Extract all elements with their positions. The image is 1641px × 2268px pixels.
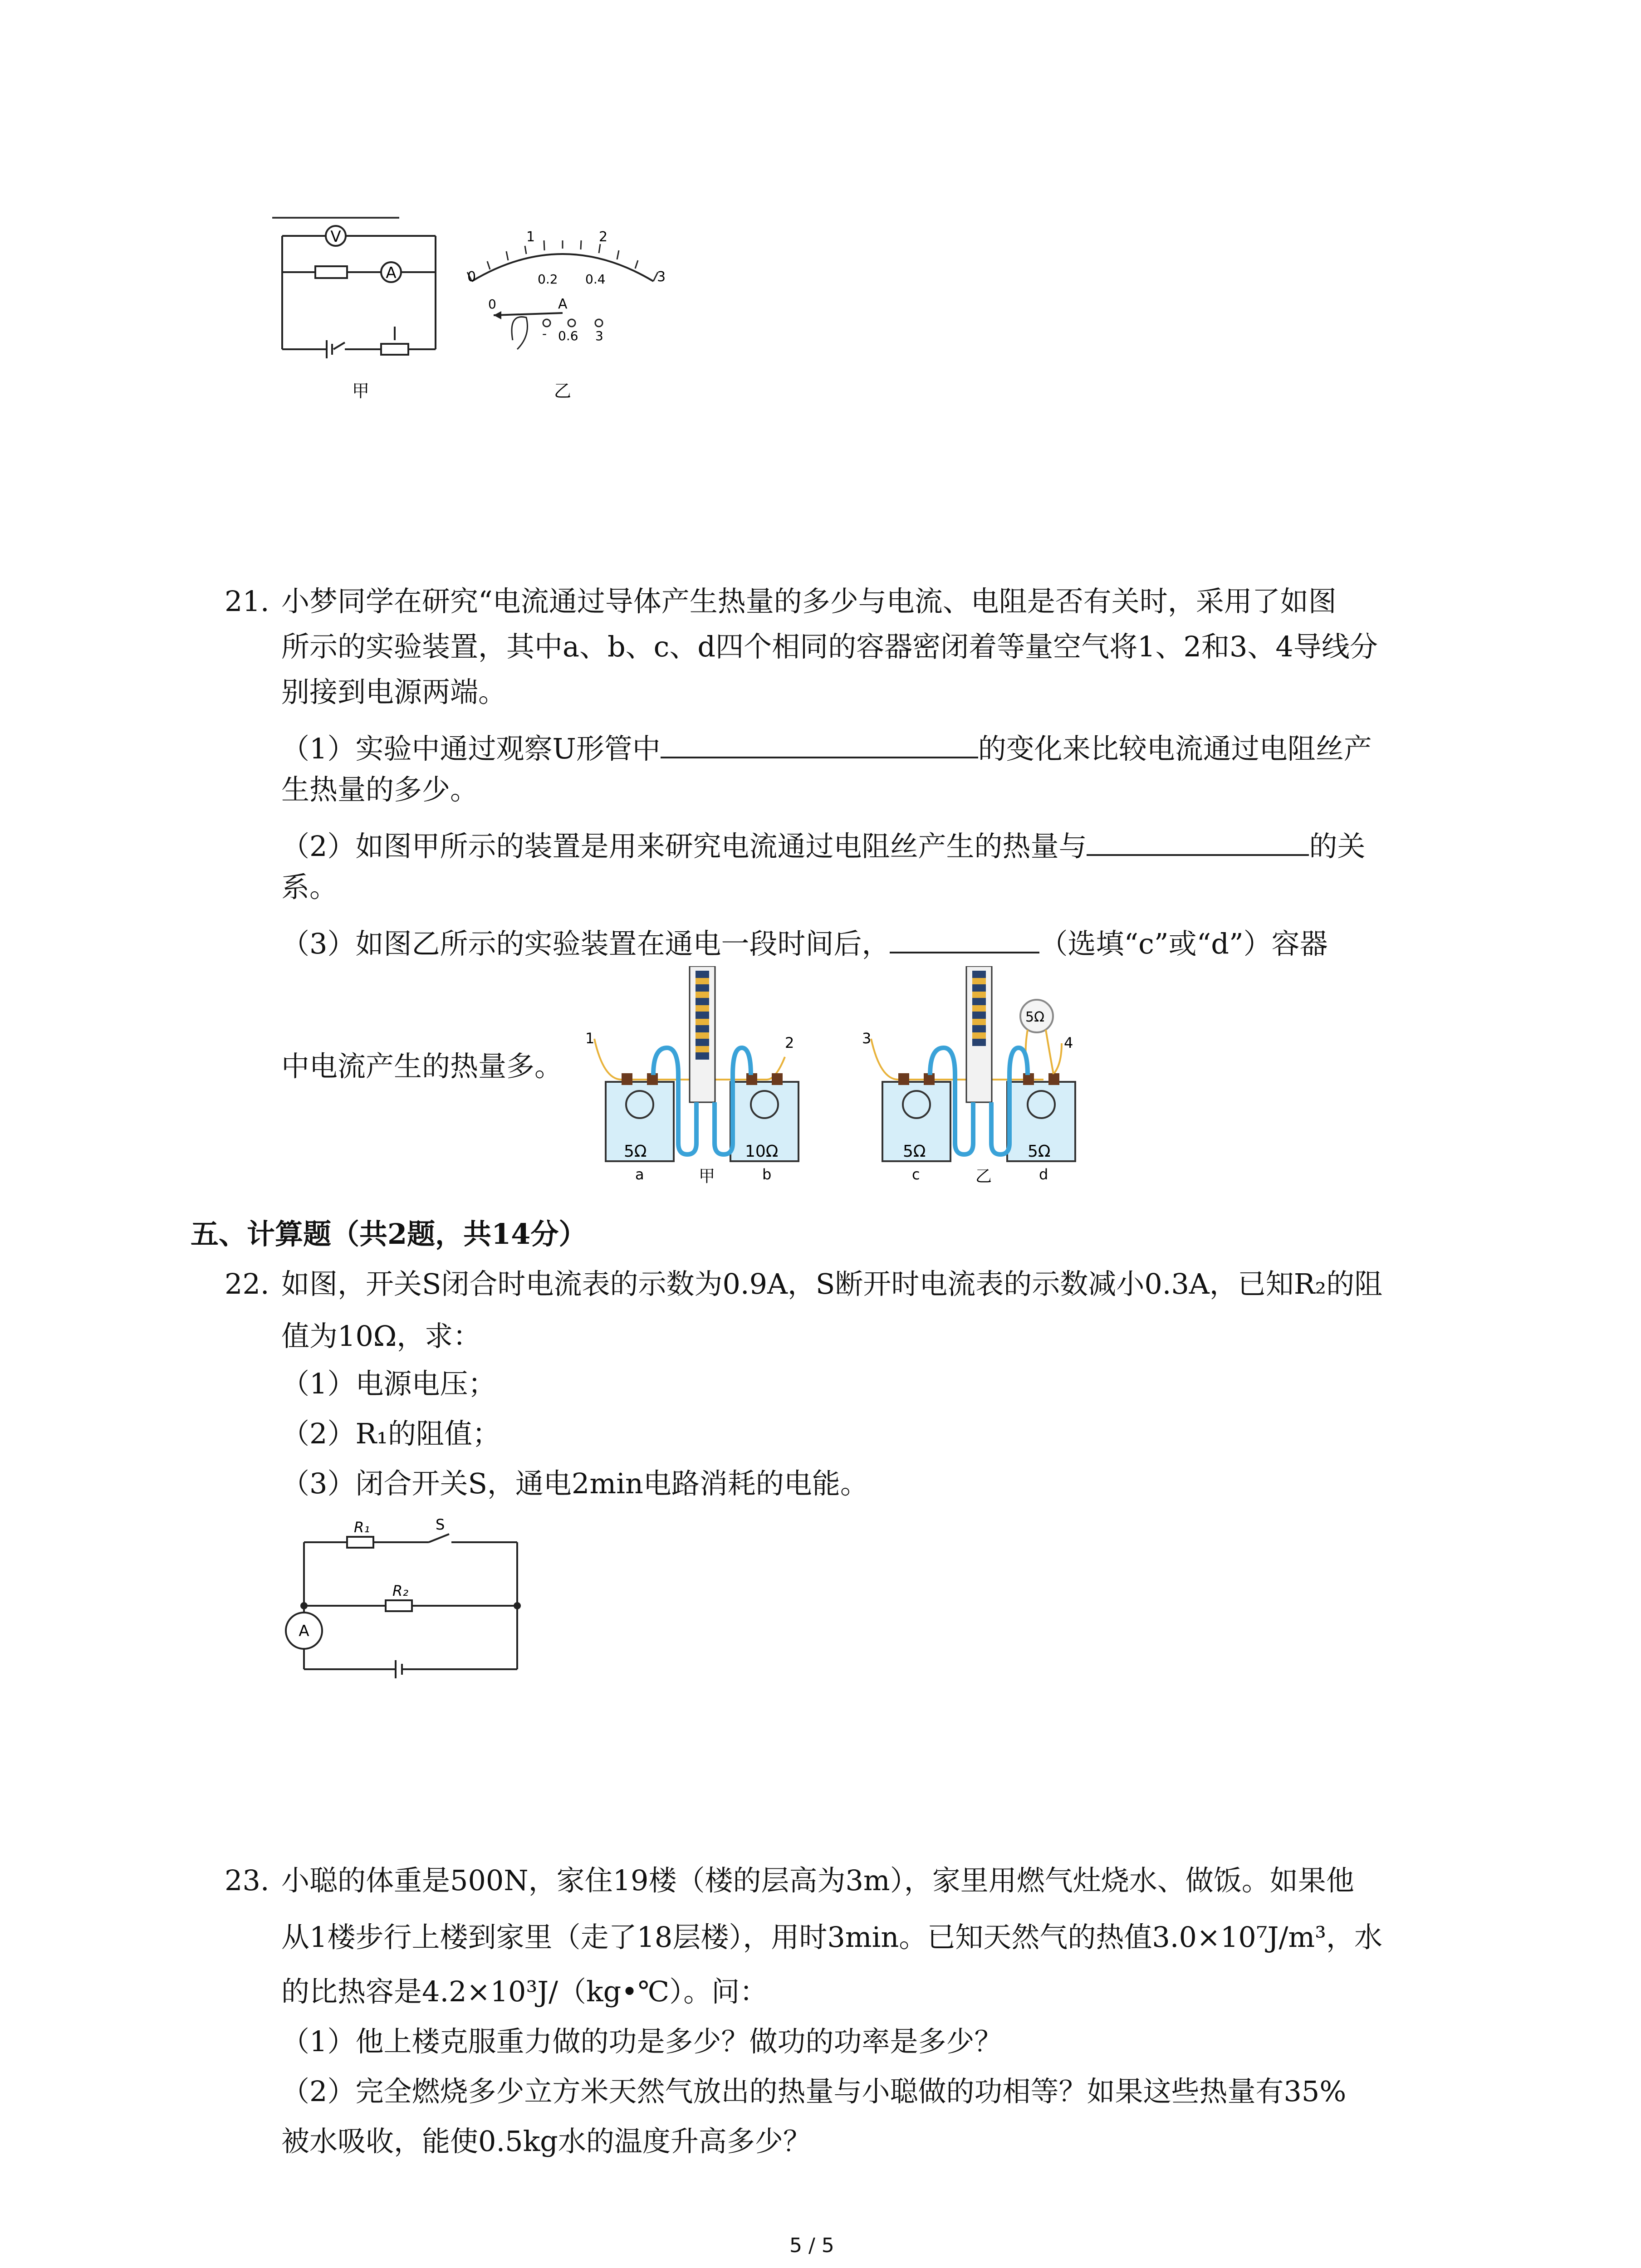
page-number: 5 / 5 (789, 2234, 834, 2257)
ammeter-label: A (386, 264, 397, 282)
q21-sub3-line1 (281, 925, 1328, 958)
q22-sub1: （1）电源电压； (281, 1367, 496, 1400)
q21-u-tube-apparatus (585, 966, 1116, 1184)
q21-sub1-line2: 生热量的多少。 (281, 773, 479, 806)
q21-stem-line1: 小梦同学在研究“电流通过导体产生热量的多少与电流、电阻是否有关时，采用了如图 (281, 585, 1337, 618)
q23-sub2-line2: 被水吸收，能使0.5kg水的温度升高多少？ (281, 2125, 811, 2158)
q23-number: 23. (225, 1864, 269, 1897)
wire-label-4: 4 (1064, 1034, 1073, 1051)
q21-sub3-answer-blank[interactable] (890, 925, 1039, 953)
q22-number: 22. (225, 1267, 269, 1300)
q21-sub1-part-b: 的变化来比较电流通过电阻丝产 (978, 732, 1372, 765)
container-b: b (762, 1166, 772, 1183)
meter-zero: 0 (488, 297, 496, 312)
meter-bottom-0.4: 0.4 (585, 272, 606, 287)
meter-term-3: 3 (595, 328, 603, 343)
meter-bottom-0.2: 0.2 (538, 272, 558, 287)
q21-sub2-part-b: 的关 (1309, 830, 1366, 863)
resistor-a: 5Ω (624, 1142, 647, 1161)
q22-stem-line1: 如图，开关S闭合时电流表的示数为0.9A，S断开时电流表的示数减小0.3A，已知R₂的阻 (281, 1267, 1383, 1300)
wire-label-3: 3 (862, 1030, 872, 1047)
q22-circuit-diagram (277, 1515, 531, 1696)
q20-circuit-and-meter-diagram (272, 200, 681, 408)
container-c: c (912, 1166, 920, 1183)
resistor-d: 5Ω (1028, 1142, 1051, 1161)
meter-unit: A (558, 296, 568, 312)
q21-sub2-line1 (281, 828, 1366, 863)
q21-sub3-part-b: （选填“c”或“d”）容器 (1039, 927, 1328, 960)
meter-term-minus: - (542, 326, 547, 341)
q20-figure (272, 200, 681, 408)
meter-term-0.6: 0.6 (558, 328, 578, 343)
meter-top-1: 1 (526, 229, 535, 245)
wire-label-1: 1 (585, 1030, 595, 1047)
q21-stem-line3: 别接到电源两端。 (281, 675, 507, 709)
q21-sub3-part-a: （3）如图乙所示的实验装置在通电一段时间后， (281, 927, 890, 960)
container-a: a (635, 1166, 644, 1183)
q23-stem-line1: 小聪的体重是500N，家住19楼（楼的层高为3m），家里用燃气灶烧水、做饭。如果他 (281, 1864, 1354, 1897)
q21-sub3-line2: 中电流产生的热量多。 (281, 1050, 563, 1083)
r2-label: R₂ (392, 1582, 409, 1599)
q23-sub1: （1）他上楼克服重力做的功是多少？做功的功率是多少？ (281, 2025, 1003, 2058)
ammeter-label-22: A (299, 1622, 309, 1640)
r1-label: R₁ (354, 1519, 370, 1536)
resistor-c: 5Ω (903, 1142, 926, 1161)
caption-yi-21: 乙 (975, 1167, 992, 1184)
section5-title: 五、计算题（共2题，共14分） (191, 1217, 587, 1251)
q21-sub1-line1 (281, 730, 1372, 763)
q21-number: 21. (225, 585, 269, 618)
q22-sub3: （3）闭合开关S，通电2min电路消耗的电能。 (281, 1467, 868, 1500)
q21-sub1-part-a: （1）实验中通过观察U形管中 (281, 732, 661, 765)
q21-stem-line2: 所示的实验装置，其中a、b、c、d四个相同的容器密闭着等量空气将1、2和3、4导线分 (281, 630, 1378, 663)
q21-sub1-answer-blank[interactable] (661, 730, 978, 758)
caption-jia-21: 甲 (699, 1167, 715, 1184)
q23-stem-line3: 的比热容是4.2×10³J/（kg•℃）。问： (281, 1975, 768, 2008)
meter-top-2: 2 (599, 229, 608, 245)
q21-figure (585, 966, 1116, 1184)
extra-resistor: 5Ω (1025, 1009, 1045, 1025)
apparatus-yi (862, 966, 1075, 1184)
q21-sub2-line2: 系。 (281, 870, 338, 904)
meter-top-0: 0 (467, 269, 476, 285)
container-d: d (1039, 1166, 1048, 1183)
wire-label-2: 2 (785, 1034, 794, 1051)
q23-stem-line2: 从1楼步行上楼到家里（走了18层楼），用时3min。已知天然气的热值3.0×10⁷J/m³，水 (281, 1921, 1383, 1954)
caption-yi: 乙 (554, 381, 572, 401)
q21-sub2-answer-blank[interactable] (1087, 828, 1309, 856)
q22-stem-line2: 值为10Ω，求： (281, 1320, 481, 1353)
switch-label: S (436, 1516, 445, 1533)
resistor-b: 10Ω (745, 1142, 779, 1161)
voltmeter-label: V (330, 228, 341, 246)
q22-sub2: （2）R₁的阻值； (281, 1417, 500, 1450)
apparatus-jia (585, 966, 798, 1184)
caption-jia: 甲 (352, 381, 370, 401)
q23-sub2-line1: （2）完全燃烧多少立方米天然气放出的热量与小聪做的功相等？如果这些热量有35% (281, 2075, 1347, 2108)
meter-top-3: 3 (657, 269, 666, 285)
q22-figure (277, 1515, 531, 1696)
q21-sub2-part-a: （2）如图甲所示的装置是用来研究电流通过电阻丝产生的热量与 (281, 830, 1087, 863)
